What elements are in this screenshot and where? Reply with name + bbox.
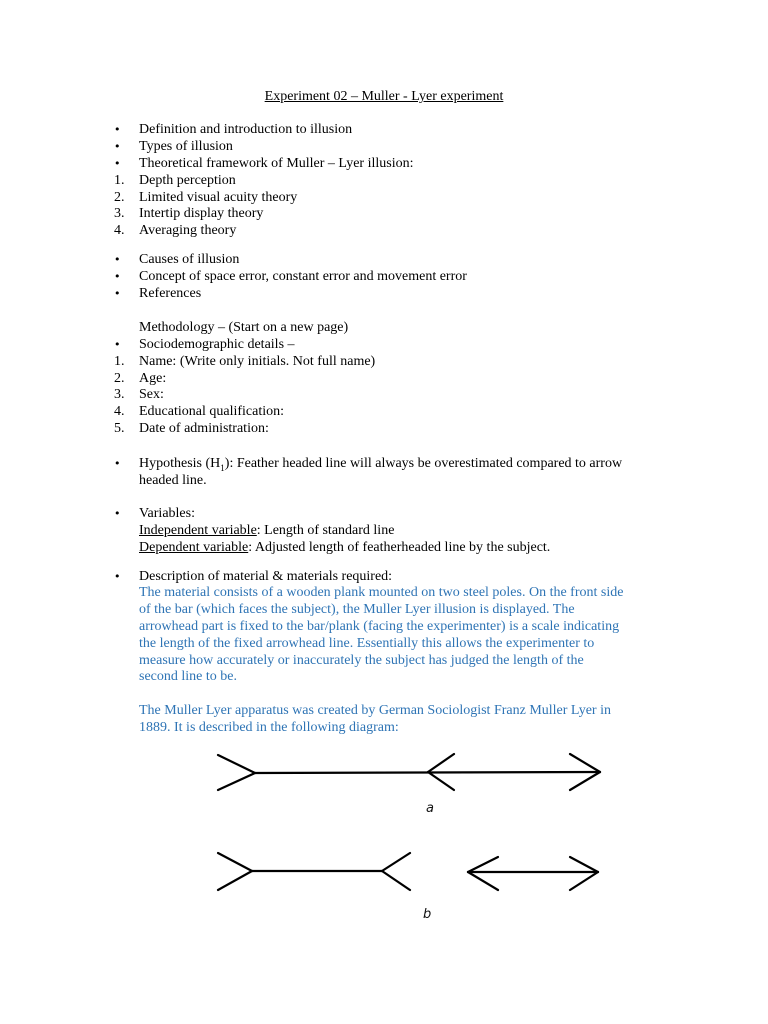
list-item: Age: (139, 371, 167, 386)
list-item: Theoretical framework of Muller – Lyer illusion: (139, 156, 414, 171)
materials-paragraph-line: second line to be. (139, 669, 237, 684)
muller-lyer-diagram (210, 740, 610, 925)
muller-lyer-diagram-svg (210, 740, 610, 925)
list-item: Sex: (139, 387, 164, 402)
dependent-variable (139, 539, 550, 556)
figure-b-left-fin-lower-left (218, 871, 252, 890)
list-item: Depth perception (139, 173, 236, 188)
bullet-marker: • (114, 157, 121, 170)
list-item: Definition and introduction to illusion (139, 122, 353, 137)
list-item: Educational qualification: (139, 404, 285, 419)
materials-paragraph-line: The material consists of a wooden plank mounted on two steel poles. On the front side (139, 585, 624, 600)
list-item: Date of administration: (139, 421, 269, 436)
figure-b-left-fin-lower-right (382, 871, 410, 890)
list-number: 5. (114, 421, 125, 436)
bullet-marker: • (114, 123, 121, 136)
list-number: 3. (114, 387, 125, 402)
list-item: Intertip display theory (139, 206, 264, 221)
materials-paragraph-line: arrowhead part is fixed to the bar/plank (facing the experimenter) is a scale indicating (139, 619, 620, 634)
apparatus-paragraph-line: The Muller Lyer apparatus was created by German Sociologist Franz Muller Lyer in (139, 703, 611, 718)
figure-b-right-arrowhead-right-upper (570, 857, 598, 872)
independent-variable (139, 522, 394, 539)
list-item: Averaging theory (139, 223, 237, 238)
bullet-marker: • (114, 570, 121, 583)
list-item: Concept of space error, constant error and movement error (139, 269, 467, 284)
figure-a-arrowhead-upper (570, 754, 600, 772)
dependent-variable-label: Dependent variable (139, 540, 249, 555)
bullet-marker: • (114, 270, 121, 283)
figure-a-arrowhead-lower (570, 772, 600, 790)
page-title: Experiment 02 – Muller - Lyer experiment (264, 89, 504, 104)
figure-b-label: b (423, 907, 432, 922)
variables-heading: Variables: (139, 506, 195, 521)
list-number: 1. (114, 173, 125, 188)
list-item: Limited visual acuity theory (139, 190, 298, 205)
list-item: Name: (Write only initials. Not full name) (139, 354, 376, 369)
figure-a-label: a (426, 801, 434, 816)
list-item: Causes of illusion (139, 252, 240, 267)
list-number: 3. (114, 206, 125, 221)
list-item: References (139, 286, 202, 301)
bullet-marker: • (114, 253, 121, 266)
hypothesis-text: ): Feather headed line will always be overestimated compared to arrow (224, 456, 623, 471)
hypothesis-subscript: 1 (220, 462, 225, 473)
list-number: 2. (114, 371, 125, 386)
figure-b-left-fin-upper-left (218, 853, 252, 871)
figure-a-feather-fin-lower (218, 773, 255, 790)
list-number: 1. (114, 354, 125, 369)
methodology-heading: Methodology – (Start on a new page) (139, 320, 349, 335)
list-number: 4. (114, 223, 125, 238)
hypothesis-line-2: headed line. (139, 473, 207, 488)
figure-b-right-arrowhead-right-lower (570, 872, 598, 890)
bullet-marker: • (114, 287, 121, 300)
dependent-variable-text: : Adjusted length of featherheaded line by the subject. (248, 540, 551, 555)
figure-a-middle-fin-lower (428, 772, 454, 790)
figure-b-right-arrowhead-left-upper (468, 857, 498, 872)
apparatus-paragraph-line: 1889. It is described in the following diagram: (139, 720, 399, 735)
bullet-marker: • (114, 507, 121, 520)
figure-a-middle-fin-upper (428, 754, 454, 772)
figure-b-right-arrowhead-left-lower (468, 872, 498, 890)
materials-paragraph-line: of the bar (which faces the subject), the Muller Lyer illusion is displayed. The (139, 602, 575, 617)
materials-paragraph-line: the length of the fixed arrowhead line. Essentially this allows the experimenter to (139, 636, 595, 651)
independent-variable-text: : Length of standard line (256, 523, 395, 538)
hypothesis-line (139, 455, 622, 472)
materials-paragraph-line: measure how accurately or inaccurately the subject has judged the length of the (139, 653, 584, 668)
bullet-marker: • (114, 457, 121, 470)
list-item: Types of illusion (139, 139, 233, 154)
materials-heading: Description of material & materials required: (139, 569, 393, 584)
hypothesis-prefix: Hypothesis (H (139, 456, 221, 471)
list-item: Sociodemographic details – (139, 337, 295, 352)
bullet-marker: • (114, 140, 121, 153)
list-number: 2. (114, 190, 125, 205)
bullet-marker: • (114, 338, 121, 351)
list-number: 4. (114, 404, 125, 419)
figure-b-left-fin-upper-right (382, 853, 410, 871)
figure-a-feather-fin-upper (218, 755, 255, 773)
independent-variable-label: Independent variable (139, 523, 257, 538)
